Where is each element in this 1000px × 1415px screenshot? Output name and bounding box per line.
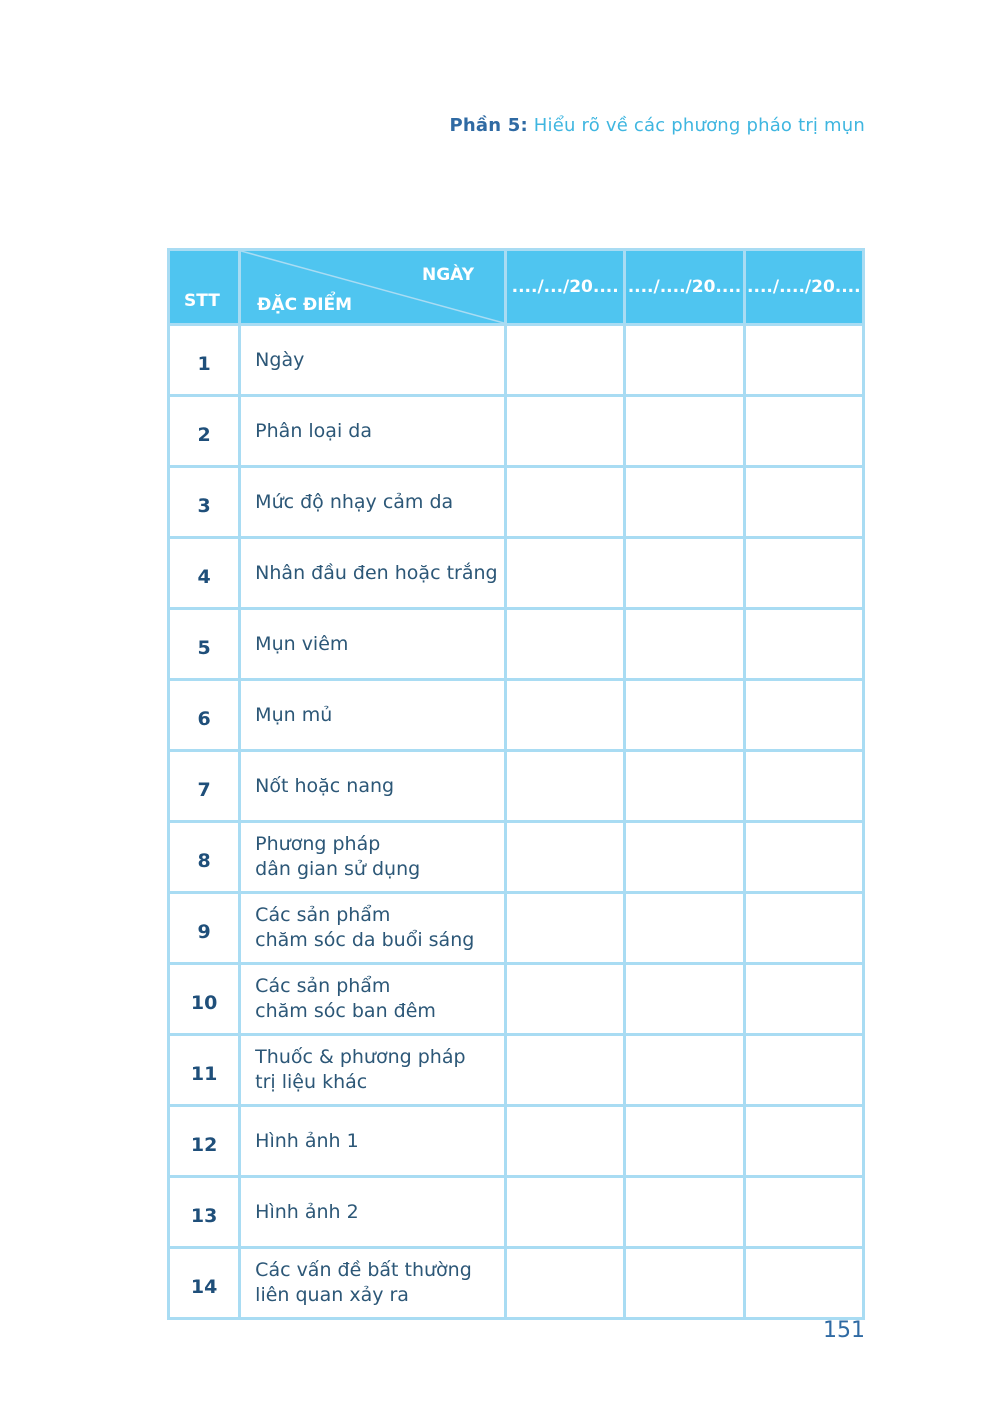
entry-cell-date-1[interactable] bbox=[506, 325, 625, 396]
table-row bbox=[169, 609, 864, 680]
date-axis-label: NGÀY bbox=[421, 265, 475, 285]
skin-tracking-table bbox=[167, 248, 865, 1320]
entry-cell-date-2[interactable] bbox=[625, 1248, 744, 1319]
entry-cell-date-2[interactable] bbox=[625, 396, 744, 467]
entry-cell-date-2[interactable] bbox=[625, 467, 744, 538]
stt-column-header: STT bbox=[169, 250, 240, 325]
feature-label-line-1: Nốt hoặc nang bbox=[255, 774, 395, 797]
feature-label-line-1: Các sản phẩm bbox=[255, 904, 391, 926]
table-row bbox=[169, 1248, 864, 1319]
feature-cell bbox=[240, 396, 506, 467]
feature-label-line-1: Hình ảnh 1 bbox=[255, 1129, 359, 1152]
feature-label-line-1: Mức độ nhạy cảm da bbox=[255, 490, 454, 513]
entry-cell-date-2[interactable] bbox=[625, 1035, 744, 1106]
page-number: 151 bbox=[823, 1318, 865, 1343]
entry-cell-date-2[interactable] bbox=[625, 751, 744, 822]
entry-cell-date-2[interactable] bbox=[625, 538, 744, 609]
entry-cell-date-1[interactable] bbox=[506, 822, 625, 893]
entry-cell-date-3[interactable] bbox=[744, 893, 863, 964]
date-column-header-2: ..../..../20.... bbox=[625, 250, 744, 325]
row-number: 11 bbox=[169, 1035, 240, 1106]
feature-label-line-1: Các sản phẩm bbox=[255, 975, 391, 997]
entry-cell-date-2[interactable] bbox=[625, 609, 744, 680]
entry-cell-date-3[interactable] bbox=[744, 822, 863, 893]
table-row bbox=[169, 467, 864, 538]
feature-label-line-2: dân gian sử dụng bbox=[255, 858, 421, 880]
row-number: 4 bbox=[169, 538, 240, 609]
feature-label-line-1: Phân loại da bbox=[255, 419, 372, 442]
entry-cell-date-1[interactable] bbox=[506, 396, 625, 467]
entry-cell-date-3[interactable] bbox=[744, 1248, 863, 1319]
row-number: 13 bbox=[169, 1177, 240, 1248]
date-column-header-1: ..../.../20.... bbox=[506, 250, 625, 325]
entry-cell-date-1[interactable] bbox=[506, 751, 625, 822]
row-number: 10 bbox=[169, 964, 240, 1035]
table-row bbox=[169, 538, 864, 609]
table-row bbox=[169, 1106, 864, 1177]
feature-cell bbox=[240, 680, 506, 751]
entry-cell-date-1[interactable] bbox=[506, 1248, 625, 1319]
entry-cell-date-3[interactable] bbox=[744, 467, 863, 538]
table-row bbox=[169, 325, 864, 396]
feature-cell bbox=[240, 1177, 506, 1248]
table-row bbox=[169, 964, 864, 1035]
feature-label-line-2: liên quan xảy ra bbox=[255, 1284, 409, 1306]
section-header bbox=[450, 115, 866, 136]
row-number: 14 bbox=[169, 1248, 240, 1319]
feature-label-line-1: Các vấn đề bất thường bbox=[255, 1259, 472, 1281]
row-number: 12 bbox=[169, 1106, 240, 1177]
entry-cell-date-3[interactable] bbox=[744, 396, 863, 467]
table-row bbox=[169, 680, 864, 751]
entry-cell-date-2[interactable] bbox=[625, 893, 744, 964]
entry-cell-date-1[interactable] bbox=[506, 467, 625, 538]
table-row bbox=[169, 396, 864, 467]
table-header-row bbox=[169, 250, 864, 325]
section-part-label: Phần 5: bbox=[449, 115, 528, 136]
row-number: 6 bbox=[169, 680, 240, 751]
entry-cell-date-1[interactable] bbox=[506, 680, 625, 751]
entry-cell-date-3[interactable] bbox=[744, 325, 863, 396]
entry-cell-date-3[interactable] bbox=[744, 609, 863, 680]
feature-cell bbox=[240, 893, 506, 964]
feature-cell bbox=[240, 467, 506, 538]
section-title: Hiểu rõ về các phương pháo trị mụn bbox=[533, 115, 865, 136]
entry-cell-date-2[interactable] bbox=[625, 1177, 744, 1248]
feature-label-line-1: Phương pháp bbox=[255, 833, 381, 855]
feature-cell bbox=[240, 1035, 506, 1106]
entry-cell-date-2[interactable] bbox=[625, 1106, 744, 1177]
entry-cell-date-3[interactable] bbox=[744, 680, 863, 751]
feature-cell bbox=[240, 1248, 506, 1319]
feature-date-diagonal-header bbox=[240, 250, 506, 325]
feature-label-line-1: Hình ảnh 2 bbox=[255, 1200, 359, 1223]
row-number: 8 bbox=[169, 822, 240, 893]
feature-label-line-1: Mụn viêm bbox=[255, 632, 349, 655]
entry-cell-date-1[interactable] bbox=[506, 609, 625, 680]
feature-label-line-2: chăm sóc ban đêm bbox=[255, 1000, 436, 1022]
entry-cell-date-3[interactable] bbox=[744, 751, 863, 822]
table-row bbox=[169, 1035, 864, 1106]
entry-cell-date-3[interactable] bbox=[744, 1177, 863, 1248]
feature-label-line-2: trị liệu khác bbox=[255, 1071, 368, 1093]
table-row bbox=[169, 822, 864, 893]
entry-cell-date-1[interactable] bbox=[506, 893, 625, 964]
feature-cell bbox=[240, 822, 506, 893]
entry-cell-date-3[interactable] bbox=[744, 964, 863, 1035]
entry-cell-date-2[interactable] bbox=[625, 964, 744, 1035]
row-number: 7 bbox=[169, 751, 240, 822]
feature-label-line-1: Mụn mủ bbox=[255, 703, 333, 726]
entry-cell-date-1[interactable] bbox=[506, 538, 625, 609]
feature-cell bbox=[240, 538, 506, 609]
feature-cell bbox=[240, 751, 506, 822]
table-row bbox=[169, 893, 864, 964]
feature-cell bbox=[240, 964, 506, 1035]
entry-cell-date-3[interactable] bbox=[744, 1106, 863, 1177]
feature-label-line-2: chăm sóc da buổi sáng bbox=[255, 929, 475, 951]
entry-cell-date-2[interactable] bbox=[625, 680, 744, 751]
date-column-header-3: ..../..../20.... bbox=[744, 250, 863, 325]
entry-cell-date-3[interactable] bbox=[744, 1035, 863, 1106]
entry-cell-date-3[interactable] bbox=[744, 538, 863, 609]
entry-cell-date-2[interactable] bbox=[625, 325, 744, 396]
entry-cell-date-1[interactable] bbox=[506, 1177, 625, 1248]
feature-label-line-1: Ngày bbox=[255, 348, 305, 371]
feature-cell bbox=[240, 609, 506, 680]
row-number: 9 bbox=[169, 893, 240, 964]
table-row bbox=[169, 751, 864, 822]
row-number: 1 bbox=[169, 325, 240, 396]
entry-cell-date-2[interactable] bbox=[625, 822, 744, 893]
entry-cell-date-1[interactable] bbox=[506, 964, 625, 1035]
entry-cell-date-1[interactable] bbox=[506, 1106, 625, 1177]
feature-cell bbox=[240, 1106, 506, 1177]
table-row bbox=[169, 1177, 864, 1248]
feature-label-line-1: Thuốc & phương pháp bbox=[255, 1046, 466, 1068]
feature-cell bbox=[240, 325, 506, 396]
row-number: 2 bbox=[169, 396, 240, 467]
feature-label-line-1: Nhân đầu đen hoặc trắng bbox=[255, 561, 498, 584]
entry-cell-date-1[interactable] bbox=[506, 1035, 625, 1106]
row-number: 5 bbox=[169, 609, 240, 680]
feature-axis-label: ĐẶC ĐIỂM bbox=[257, 295, 353, 315]
row-number: 3 bbox=[169, 467, 240, 538]
